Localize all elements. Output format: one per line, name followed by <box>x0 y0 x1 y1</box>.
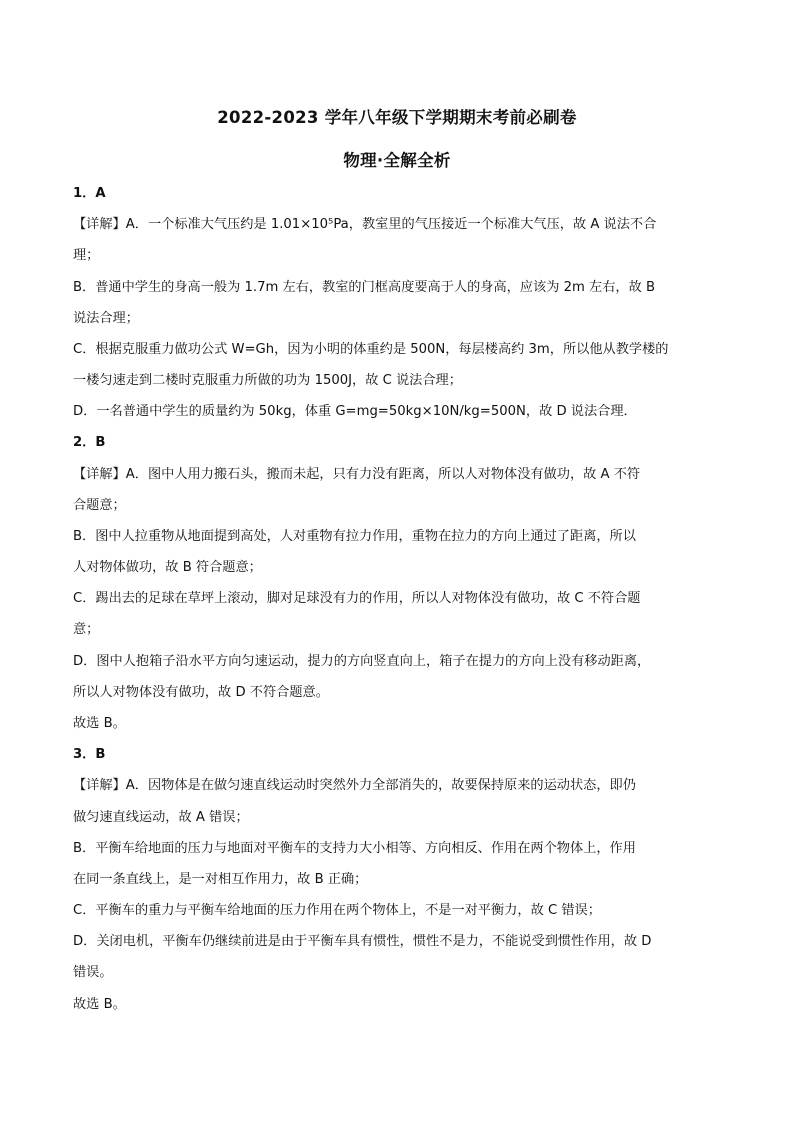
text-line: D．一名普通中学生的质量约为 50kg，体重 G=mg=50kg×10N/kg=500N，故 D 说法合理． <box>73 404 637 419</box>
answer-3-heading: 3．B <box>73 747 106 762</box>
text-line: 【详解】A．因物体是在做匀速直线运动时突然外力全部消失的，故要保持原来的运动状态，即仍 <box>73 778 636 793</box>
text-line: D．关闭电机，平衡车仍继续前进是由于平衡车具有惯性，惯性不是力，不能说受到惯性作用，故 D <box>73 934 652 949</box>
text-line: B．普通中学生的身高一般为 1.7m 左右，教室的门框高度要高于人的身高，应该为 2m 左右，故 B <box>73 280 656 295</box>
text-line: 理； <box>73 248 100 263</box>
text-line: D．图中人抱箱子沿水平方向匀速运动，提力的方向竖直向上，箱子在提力的方向上没有移动距离， <box>73 654 651 669</box>
text-line: 做匀速直线运动，故 A 错误； <box>73 810 249 825</box>
text-line: C．踢出去的足球在草坪上滚动，脚对足球没有力的作用，所以人对物体没有做功，故 C 不符合题 <box>73 591 641 606</box>
text-line: 人对物体做功，故 B 符合题意； <box>73 560 262 575</box>
document-title: 2022-2023 学年八年级下学期期末考前必刷卷 <box>217 108 577 127</box>
text-line: 错误。 <box>73 965 113 980</box>
text-line: 合题意； <box>73 498 126 513</box>
text-line: 在同一条直线上，是一对相互作用力，故 B 正确； <box>73 872 368 887</box>
text-line: 说法合理； <box>73 311 139 326</box>
text-line: 意； <box>73 622 100 637</box>
text-line: C．平衡车的重力与平衡车给地面的压力作用在两个物体上，不是一对平衡力，故 C 错误； <box>73 903 601 918</box>
text-line: 所以人对物体没有做功，故 D 不符合题意。 <box>73 685 329 700</box>
text-line: C．根据克服重力做功公式 W=Gh，因为小明的体重约是 500N，每层楼高约 3m，所以他从教学楼的 <box>73 342 669 357</box>
text-line: 故选 B。 <box>73 716 126 731</box>
text-line: B．平衡车给地面的压力与地面对平衡车的支持力大小相等、方向相反、作用在两个物体上，作用 <box>73 841 636 856</box>
document-subtitle: 物理·全解全析 <box>343 151 451 170</box>
text-line: B．图中人拉重物从地面提到高处，人对重物有拉力作用，重物在拉力的方向上通过了距离，所以 <box>73 529 636 544</box>
text-line: 【详解】A．一个标准大气压约是 1.01×10⁵Pa，教室里的气压接近一个标准大气压，故 A 说法不合 <box>73 217 657 232</box>
text-line: 【详解】A．图中人用力搬石头，搬而未起，只有力没有距离，所以人对物体没有做功，故 A 不符 <box>73 467 641 482</box>
answer-2-heading: 2．B <box>73 435 106 450</box>
text-line: 一楼匀速走到二楼时克服重力所做的功为 1500J，故 C 说法合理； <box>73 373 462 388</box>
answer-1-heading: 1．A <box>73 186 106 201</box>
text-line: 故选 B。 <box>73 997 126 1012</box>
